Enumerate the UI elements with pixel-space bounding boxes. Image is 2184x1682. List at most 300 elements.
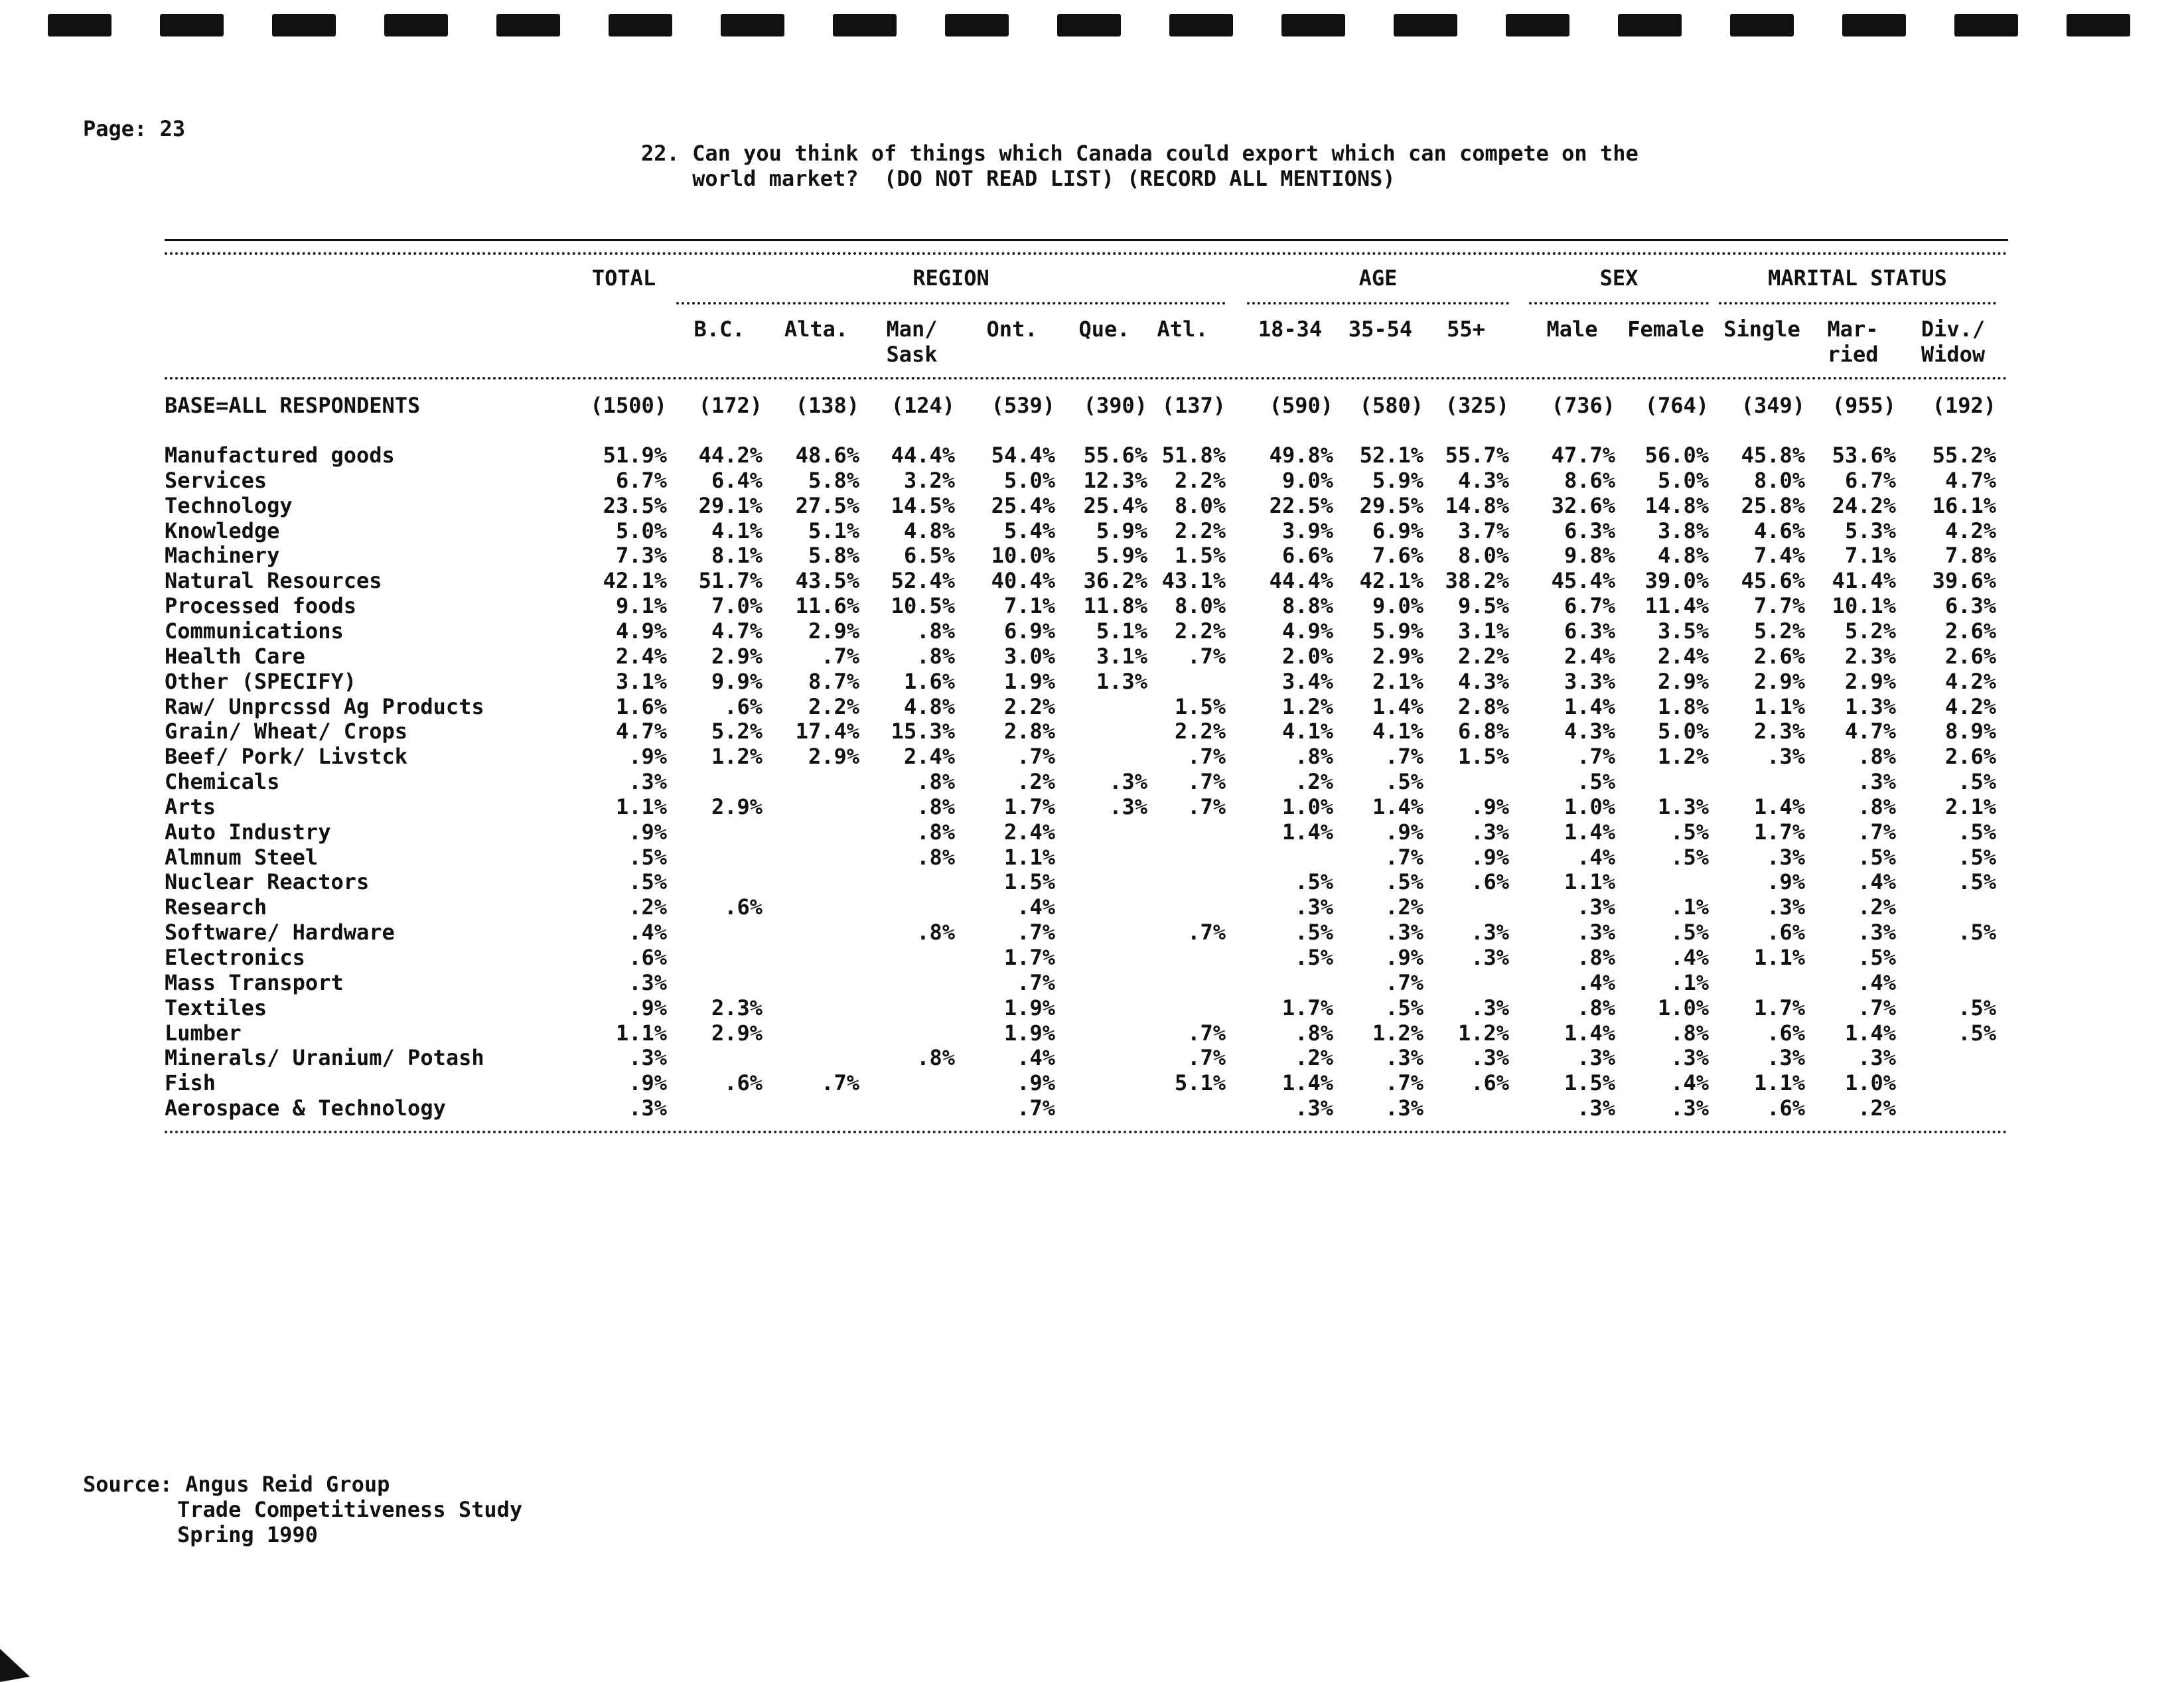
table-cell: 1.7%	[1753, 995, 1805, 1020]
row-label: Processed foods	[165, 593, 356, 618]
table-cell: .9%	[1767, 869, 1805, 894]
table-cell: .9%	[1471, 794, 1509, 819]
table-cell: .3%	[1670, 1045, 1709, 1070]
table-cell: 3.3%	[1564, 669, 1615, 694]
punch-hole	[2067, 14, 2130, 36]
punch-hole	[1842, 14, 1906, 36]
table-cell: 1.2%	[1657, 744, 1709, 769]
base-count: (764)	[1644, 393, 1709, 418]
table-cell: 4.7%	[1844, 719, 1896, 744]
table-cell: 3.0%	[1003, 644, 1055, 669]
row-label: Nuclear Reactors	[165, 869, 370, 894]
row-label: Electronics	[165, 945, 305, 970]
base-count: (390)	[1083, 393, 1147, 418]
table-cell: .7%	[1385, 744, 1423, 769]
table-cell: 1.9%	[1003, 995, 1055, 1020]
table-cell: 2.2%	[1003, 694, 1055, 719]
question-line-2: world market? (DO NOT READ LIST) (RECORD ALL MENTIONS)	[641, 166, 1396, 191]
table-cell: .8%	[1295, 1020, 1333, 1046]
table-cell: 2.9%	[808, 744, 859, 769]
column-header: Single	[1723, 316, 1800, 342]
punch-hole	[160, 14, 224, 36]
table-cell: .3%	[1471, 1045, 1509, 1070]
table-cell: 25.8%	[1741, 493, 1805, 518]
table-cell: .7%	[821, 1070, 859, 1095]
table-cell: 55.7%	[1445, 443, 1509, 468]
row-label: Communications	[165, 618, 344, 644]
table-cell: .6%	[1767, 920, 1805, 945]
table-cell: .3%	[1767, 894, 1805, 920]
table-cell: 45.6%	[1741, 568, 1805, 593]
table-cell: .9%	[628, 1070, 667, 1095]
table-cell: .8%	[916, 644, 955, 669]
table-cell: .5%	[1385, 869, 1423, 894]
table-cell: .3%	[1767, 845, 1805, 870]
table-cell: .3%	[628, 1045, 667, 1070]
row-label: Other (SPECIFY)	[165, 669, 356, 694]
row-label: Chemicals	[165, 769, 280, 794]
table-cell: .3%	[1385, 1095, 1423, 1121]
table-cell: 8.0%	[1753, 468, 1805, 493]
table-cell: 4.1%	[1372, 719, 1423, 744]
table-cell: .7%	[1187, 769, 1226, 794]
table-cell: 5.2%	[711, 719, 763, 744]
punch-hole	[1730, 14, 1794, 36]
table-cell: .7%	[1857, 995, 1896, 1020]
table-cell: .2%	[1295, 1045, 1333, 1070]
table-cell: 9.5%	[1457, 593, 1509, 618]
table-cell: .7%	[1187, 920, 1226, 945]
table-cell: 3.9%	[1281, 518, 1333, 543]
row-label: Minerals/ Uranium/ Potash	[165, 1045, 484, 1070]
table-cell: 2.9%	[1372, 644, 1423, 669]
table-cell: .5%	[1958, 819, 1996, 845]
table-cell: .8%	[916, 920, 955, 945]
table-cell: .4%	[628, 920, 667, 945]
table-cell: 2.6%	[1753, 644, 1805, 669]
table-bottom-rule	[165, 1131, 2008, 1133]
column-header: Que.	[1078, 316, 1130, 342]
table-cell: 8.0%	[1174, 593, 1226, 618]
table-cell: .6%	[724, 1070, 763, 1095]
table-cell: 2.4%	[615, 644, 667, 669]
table-cell: .9%	[1385, 819, 1423, 845]
table-cell: .8%	[1577, 945, 1615, 970]
table-cell: .7%	[1187, 644, 1226, 669]
table-cell: 2.4%	[1564, 644, 1615, 669]
table-cell: 39.0%	[1644, 568, 1709, 593]
question-line-1: 22. Can you think of things which Canada could export which can compete on the	[641, 141, 1638, 166]
table-cell: 2.9%	[1657, 669, 1709, 694]
table-cell: 4.2%	[1944, 694, 1996, 719]
table-cell: 1.5%	[1174, 694, 1226, 719]
table-cell: 5.3%	[1844, 518, 1896, 543]
table-cell: .8%	[1857, 744, 1896, 769]
table-cell: 3.2%	[903, 468, 955, 493]
table-cell: 45.8%	[1741, 443, 1805, 468]
table-cell: 1.6%	[903, 669, 955, 694]
table-cell: 6.9%	[1372, 518, 1423, 543]
row-label: Aerospace & Technology	[165, 1095, 446, 1121]
table-cell: 6.3%	[1944, 593, 1996, 618]
table-cell: 47.7%	[1551, 443, 1615, 468]
table-cell: 5.9%	[1372, 468, 1423, 493]
table-cell: .6%	[1471, 869, 1509, 894]
base-count: (955)	[1832, 393, 1896, 418]
table-cell: .6%	[724, 894, 763, 920]
table-cell: 6.5%	[903, 543, 955, 568]
table-cell: .6%	[724, 694, 763, 719]
table-cell: 1.1%	[615, 1020, 667, 1046]
table-cell: .8%	[1577, 995, 1615, 1020]
table-cell: .3%	[1857, 920, 1896, 945]
table-cell: 1.3%	[1096, 669, 1147, 694]
table-cell: 9.0%	[1281, 468, 1333, 493]
table-cell: .7%	[1187, 1020, 1226, 1046]
table-cell: .7%	[1187, 1045, 1226, 1070]
table-cell: 5.1%	[1096, 618, 1147, 644]
table-cell: 9.8%	[1564, 543, 1615, 568]
table-cell: .2%	[628, 894, 667, 920]
table-cell: 2.9%	[1753, 669, 1805, 694]
table-cell: 6.4%	[711, 468, 763, 493]
table-cell: .9%	[628, 819, 667, 845]
table-cell: 1.2%	[711, 744, 763, 769]
base-count: (325)	[1445, 393, 1509, 418]
table-cell: 14.5%	[891, 493, 955, 518]
base-count: (590)	[1269, 393, 1333, 418]
table-cell: .8%	[916, 769, 955, 794]
table-cell: 7.7%	[1753, 593, 1805, 618]
row-label: Knowledge	[165, 518, 280, 543]
table-cell: 5.2%	[1844, 618, 1896, 644]
header-bottom-rule	[165, 377, 2008, 380]
column-header: B.C.	[693, 316, 745, 342]
table-cell: .3%	[628, 769, 667, 794]
table-cell: .8%	[916, 819, 955, 845]
table-cell: .3%	[1670, 1095, 1709, 1121]
source-note	[83, 1472, 522, 1547]
table-cell: .5%	[628, 869, 667, 894]
column-header: 55+	[1447, 316, 1485, 342]
table-cell: 14.8%	[1644, 493, 1709, 518]
base-count: (192)	[1932, 393, 1996, 418]
table-cell: 4.3%	[1457, 468, 1509, 493]
punch-hole	[1618, 14, 1682, 36]
table-cell: 17.4%	[795, 719, 859, 744]
table-cell: 1.2%	[1457, 1020, 1509, 1046]
table-cell: 10.5%	[891, 593, 955, 618]
row-label: Beef/ Pork/ Livstck	[165, 744, 408, 769]
group-header: MARITAL STATUS	[1768, 265, 1947, 291]
table-cell: 24.2%	[1832, 493, 1896, 518]
table-cell: .3%	[1471, 819, 1509, 845]
table-cell: .4%	[1670, 945, 1709, 970]
table-cell: 1.1%	[1564, 869, 1615, 894]
table-cell: 2.4%	[1003, 819, 1055, 845]
table-cell: .5%	[1958, 845, 1996, 870]
table-cell: .4%	[1017, 894, 1055, 920]
row-label: Manufactured goods	[165, 443, 395, 468]
table-cell: 53.6%	[1832, 443, 1896, 468]
group-underline	[1247, 302, 1509, 305]
table-cell: 52.4%	[891, 568, 955, 593]
table-cell: .3%	[1577, 894, 1615, 920]
group-header: SEX	[1599, 265, 1638, 291]
table-cell: 1.5%	[1174, 543, 1226, 568]
table-cell: 44.4%	[1269, 568, 1333, 593]
table-cell: .5%	[628, 845, 667, 870]
column-header: Female	[1627, 316, 1704, 342]
table-cell: 1.7%	[1003, 794, 1055, 819]
table-cell: 2.3%	[1753, 719, 1805, 744]
table-cell: 4.3%	[1564, 719, 1615, 744]
table-cell: 44.4%	[891, 443, 955, 468]
table-cell: 1.1%	[1753, 694, 1805, 719]
punch-hole	[609, 14, 672, 36]
base-count: (580)	[1359, 393, 1423, 418]
table-cell: 3.1%	[1096, 644, 1147, 669]
table-cell: 1.4%	[1564, 819, 1615, 845]
row-label: Machinery	[165, 543, 280, 568]
punch-hole	[833, 14, 897, 36]
table-cell: .3%	[1857, 1045, 1896, 1070]
table-cell: 1.3%	[1844, 694, 1896, 719]
row-label: Natural Resources	[165, 568, 382, 593]
table-cell: 44.2%	[698, 443, 763, 468]
table-cell: 36.2%	[1083, 568, 1147, 593]
table-cell: 3.4%	[1281, 669, 1333, 694]
question-text	[641, 141, 1638, 191]
table-cell: 2.8%	[1457, 694, 1509, 719]
table-cell: .7%	[1385, 970, 1423, 995]
table-cell: .7%	[821, 644, 859, 669]
table-cell: 5.4%	[1003, 518, 1055, 543]
table-cell: .8%	[1857, 794, 1896, 819]
table-cell: 7.8%	[1944, 543, 1996, 568]
table-cell: .7%	[1017, 744, 1055, 769]
tractor-feed-holes	[0, 0, 2184, 40]
base-count: (172)	[698, 393, 763, 418]
row-label: Technology	[165, 493, 293, 518]
table-cell: 2.2%	[1174, 468, 1226, 493]
header-top-rule	[165, 252, 2008, 255]
table-cell: 9.1%	[615, 593, 667, 618]
table-cell: 55.2%	[1932, 443, 1996, 468]
base-count: (1500)	[590, 393, 667, 418]
base-label: BASE=ALL RESPONDENTS	[165, 393, 421, 418]
table-cell: .7%	[1577, 744, 1615, 769]
table-cell: 6.8%	[1457, 719, 1509, 744]
punch-hole	[1281, 14, 1345, 36]
table-cell: 1.8%	[1657, 694, 1709, 719]
table-cell: 6.6%	[1281, 543, 1333, 568]
table-cell: 2.9%	[1844, 669, 1896, 694]
table-cell: 10.1%	[1832, 593, 1896, 618]
base-count: (138)	[795, 393, 859, 418]
table-cell: .6%	[628, 945, 667, 970]
table-cell: 1.0%	[1281, 794, 1333, 819]
table-cell: .3%	[1295, 894, 1333, 920]
table-cell: .4%	[1577, 970, 1615, 995]
table-cell: 1.4%	[1564, 1020, 1615, 1046]
table-cell: 41.4%	[1832, 568, 1896, 593]
table-cell: 1.7%	[1281, 995, 1333, 1020]
table-cell: 1.7%	[1753, 819, 1805, 845]
table-cell: .2%	[1017, 769, 1055, 794]
table-cell: .9%	[628, 995, 667, 1020]
punch-hole	[384, 14, 448, 36]
table-cell: 3.7%	[1457, 518, 1509, 543]
table-cell: 6.9%	[1003, 618, 1055, 644]
base-count: (736)	[1551, 393, 1615, 418]
table-cell: 3.8%	[1657, 518, 1709, 543]
table-cell: .4%	[1017, 1045, 1055, 1070]
column-header: Atl.	[1157, 316, 1208, 342]
table-cell: .7%	[1385, 1070, 1423, 1095]
table-cell: .5%	[1958, 869, 1996, 894]
table-cell: .5%	[1295, 869, 1333, 894]
table-cell: .2%	[1857, 1095, 1896, 1121]
table-cell: 1.1%	[1753, 1070, 1805, 1095]
table-cell: 42.1%	[603, 568, 667, 593]
table-cell: .8%	[916, 1045, 955, 1070]
table-cell: .5%	[1857, 945, 1896, 970]
table-cell: 32.6%	[1551, 493, 1615, 518]
row-label: Fish	[165, 1070, 216, 1095]
table-cell: .3%	[1109, 769, 1147, 794]
table-cell: .6%	[1767, 1095, 1805, 1121]
table-cell: 43.1%	[1161, 568, 1226, 593]
column-header-line-2: Sask	[886, 342, 938, 367]
table-cell: .7%	[1017, 1095, 1055, 1121]
table-cell: 2.1%	[1372, 669, 1423, 694]
table-cell: .5%	[1670, 920, 1709, 945]
table-cell: 56.0%	[1644, 443, 1709, 468]
table-cell: .8%	[916, 845, 955, 870]
table-cell: 22.5%	[1269, 493, 1333, 518]
table-cell: 6.7%	[1564, 593, 1615, 618]
table-cell: 7.3%	[615, 543, 667, 568]
table-cell: 4.2%	[1944, 518, 1996, 543]
group-underline	[1719, 302, 1996, 305]
punch-hole	[1169, 14, 1233, 36]
table-cell: 4.8%	[903, 694, 955, 719]
column-header-line-2: ried	[1827, 342, 1879, 367]
table-cell: 2.8%	[1003, 719, 1055, 744]
table-cell: 5.1%	[808, 518, 859, 543]
table-cell: 1.4%	[1564, 694, 1615, 719]
table-cell: 39.6%	[1932, 568, 1996, 593]
table-cell: 12.3%	[1083, 468, 1147, 493]
table-cell: 2.0%	[1281, 644, 1333, 669]
table-cell: 6.3%	[1564, 618, 1615, 644]
source-line-3: Spring 1990	[177, 1522, 318, 1547]
table-cell: .3%	[1767, 1045, 1805, 1070]
table-cell: 8.0%	[1174, 493, 1226, 518]
table-cell: 4.8%	[903, 518, 955, 543]
table-cell: 1.0%	[1564, 794, 1615, 819]
table-cell: 2.6%	[1944, 644, 1996, 669]
table-cell: 5.2%	[1753, 618, 1805, 644]
table-cell: 2.6%	[1944, 618, 1996, 644]
table-cell: 4.3%	[1457, 669, 1509, 694]
table-cell: 29.1%	[698, 493, 763, 518]
punch-hole	[1394, 14, 1457, 36]
table-cell: .6%	[1471, 1070, 1509, 1095]
column-header: Alta.	[784, 316, 849, 342]
punch-hole	[1506, 14, 1569, 36]
table-cell: .5%	[1295, 920, 1333, 945]
group-header: TOTAL	[591, 265, 656, 291]
table-cell: .4%	[1577, 845, 1615, 870]
table-cell: 25.4%	[1083, 493, 1147, 518]
table-cell: 11.6%	[795, 593, 859, 618]
table-cell: .3%	[1385, 1045, 1423, 1070]
table-cell: 2.2%	[1174, 719, 1226, 744]
table-cell: 6.3%	[1564, 518, 1615, 543]
table-cell: .9%	[1471, 845, 1509, 870]
table-cell: .3%	[1295, 1095, 1333, 1121]
table-cell: 2.4%	[903, 744, 955, 769]
table-cell: 7.1%	[1003, 593, 1055, 618]
table-cell: 1.6%	[615, 694, 667, 719]
table-cell: .5%	[1958, 920, 1996, 945]
table-cell: 6.7%	[615, 468, 667, 493]
punch-hole	[1057, 14, 1121, 36]
table-cell: 2.3%	[711, 995, 763, 1020]
table-cell: 42.1%	[1359, 568, 1423, 593]
table-cell: .9%	[628, 744, 667, 769]
table-cell: 2.6%	[1944, 744, 1996, 769]
base-count: (124)	[891, 393, 955, 418]
table-cell: 1.1%	[1753, 945, 1805, 970]
table-cell: 2.3%	[1844, 644, 1896, 669]
table-cell: 1.1%	[1003, 845, 1055, 870]
table-cell: .7%	[1017, 920, 1055, 945]
table-cell: 49.8%	[1269, 443, 1333, 468]
table-cell: .4%	[1857, 970, 1896, 995]
table-cell: 6.7%	[1844, 468, 1896, 493]
corner-mark-icon	[0, 1636, 46, 1682]
table-cell: 5.0%	[615, 518, 667, 543]
table-cell: 25.4%	[991, 493, 1055, 518]
table-cell: .3%	[1471, 920, 1509, 945]
row-label: Services	[165, 468, 267, 493]
table-cell: .5%	[1385, 769, 1423, 794]
table-cell: 2.2%	[1457, 644, 1509, 669]
group-underline	[676, 302, 1226, 305]
table-cell: 2.4%	[1657, 644, 1709, 669]
table-cell: 1.4%	[1844, 1020, 1896, 1046]
column-header: Div./	[1921, 316, 1986, 342]
table-cell: 7.0%	[711, 593, 763, 618]
table-cell: 9.9%	[711, 669, 763, 694]
table-cell: 11.4%	[1644, 593, 1709, 618]
column-header: Male	[1546, 316, 1598, 342]
table-cell: .2%	[1857, 894, 1896, 920]
table-cell: 27.5%	[795, 493, 859, 518]
table-cell: .5%	[1958, 1020, 1996, 1046]
base-count: (349)	[1741, 393, 1805, 418]
table-cell: .8%	[1670, 1020, 1709, 1046]
table-cell: 51.7%	[698, 568, 763, 593]
table-cell: .3%	[1109, 794, 1147, 819]
table-cell: .8%	[1295, 744, 1333, 769]
table-cell: 8.8%	[1281, 593, 1333, 618]
column-header: 18-34	[1258, 316, 1323, 342]
row-label: Grain/ Wheat/ Crops	[165, 719, 408, 744]
